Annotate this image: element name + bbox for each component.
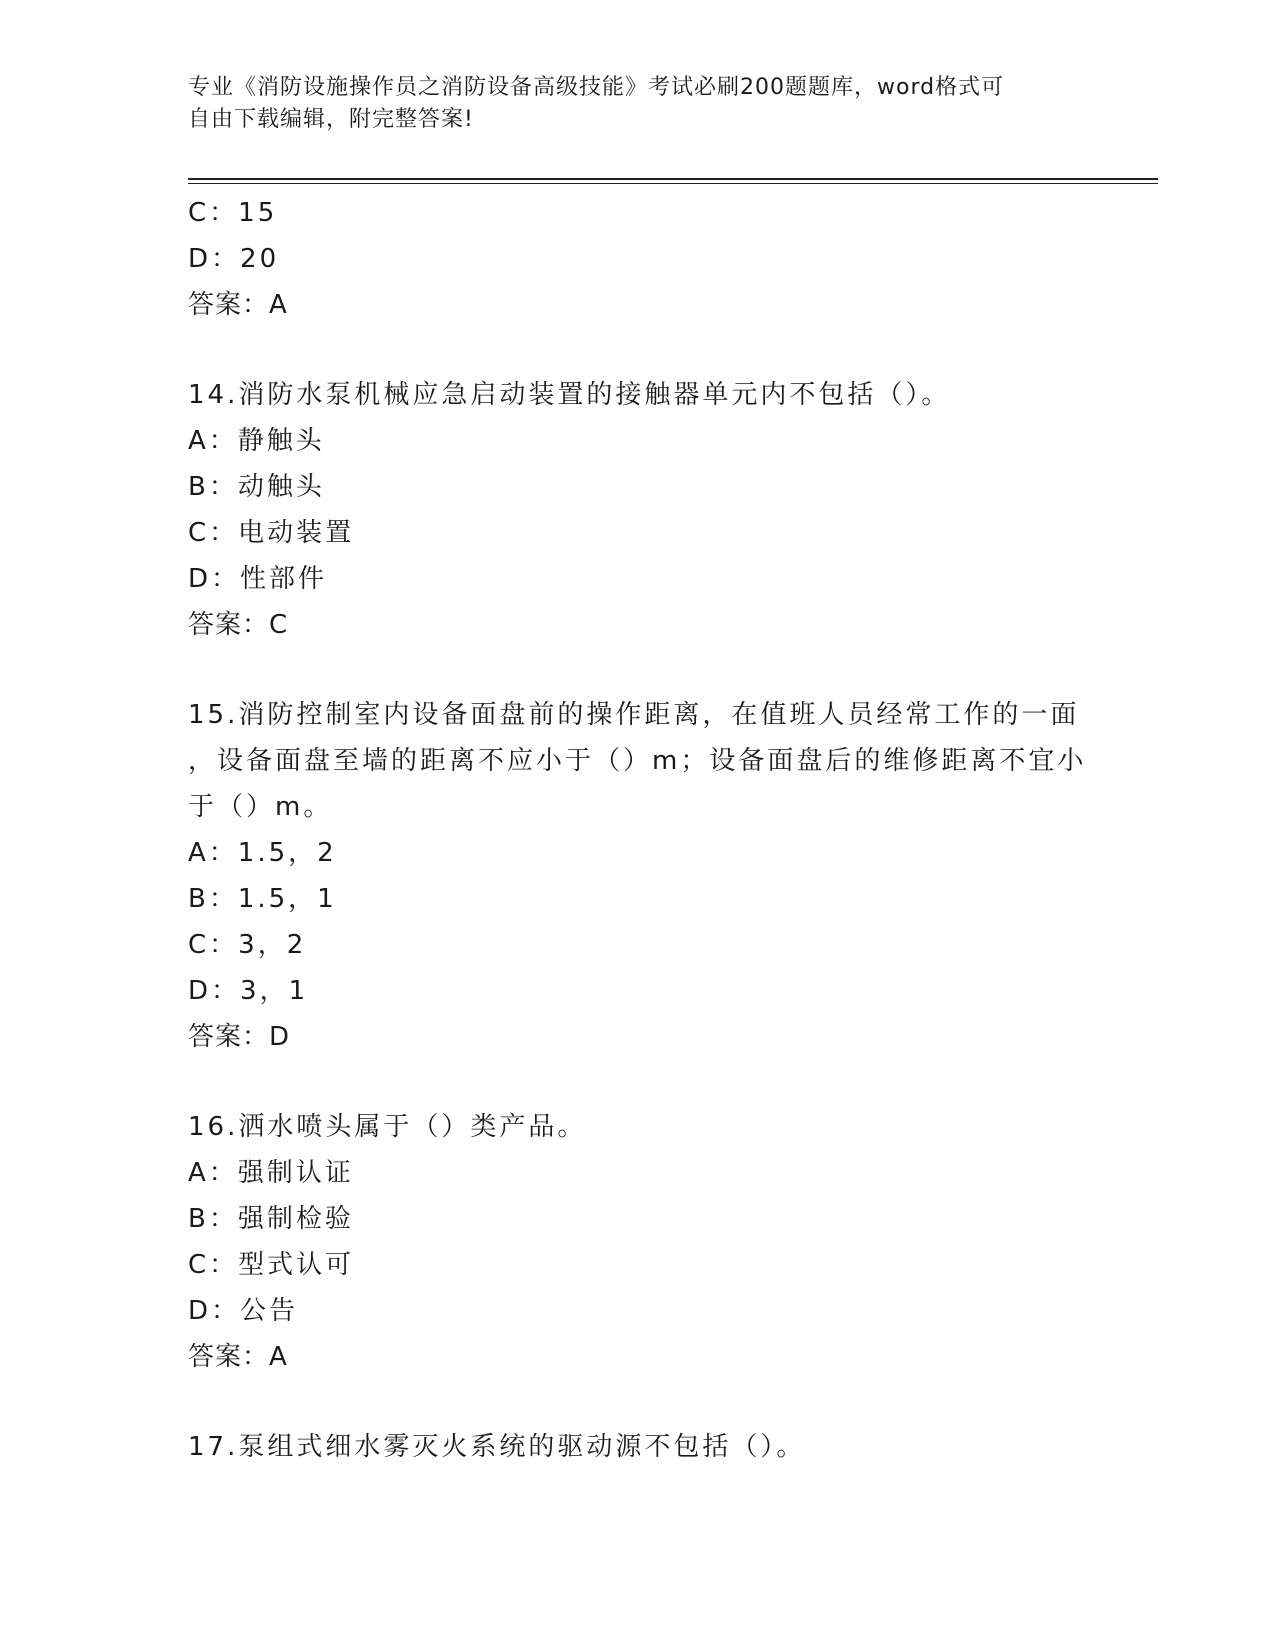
question-text-line-3: 于（）m。 <box>188 792 333 822</box>
option-d: D：性部件 <box>188 564 328 594</box>
question-13-tail <box>188 190 1088 328</box>
answer: 答案：C <box>188 610 289 640</box>
question-text: 16.洒水喷头属于（）类产品。 <box>188 1112 587 1142</box>
option-b: B：强制检验 <box>188 1204 354 1234</box>
answer: 答案：D <box>188 1022 291 1052</box>
question-17 <box>188 1424 1088 1470</box>
option-d: D：3，1 <box>188 976 309 1006</box>
option-c: C：15 <box>188 198 278 228</box>
option-c: C：3，2 <box>188 930 307 960</box>
option-b: B：动触头 <box>188 472 325 502</box>
option-a: A：1.5，2 <box>188 838 337 868</box>
header-divider-thin <box>188 183 1158 184</box>
answer: 答案：A <box>188 1342 288 1372</box>
option-c: C：型式认可 <box>188 1250 355 1280</box>
option-d: D：20 <box>188 244 280 274</box>
option-d: D：公告 <box>188 1296 299 1326</box>
document-header <box>188 72 1068 136</box>
answer: 答案：A <box>188 290 288 320</box>
option-c: C：电动装置 <box>188 518 355 548</box>
question-text: 14.消防水泵机械应急启动装置的接触器单元内不包括（）。 <box>188 380 951 410</box>
option-a: A：静触头 <box>188 426 325 456</box>
header-divider-thick <box>188 178 1158 180</box>
question-text: 17.泵组式细水雾灭火系统的驱动源不包括（）。 <box>188 1432 806 1462</box>
option-a: A：强制认证 <box>188 1158 354 1188</box>
option-b: B：1.5，1 <box>188 884 337 914</box>
question-16 <box>188 1104 1088 1380</box>
question-15 <box>188 692 1088 1060</box>
header-line-1: 专业《消防设施操作员之消防设备高级技能》考试必刷200题题库，word格式可 <box>188 75 1005 100</box>
question-text-line-1: 15.消防控制室内设备面盘前的操作距离，在值班人员经常工作的一面 <box>188 700 1080 730</box>
question-text-line-2: ，设备面盘至墙的距离不应小于（）m；设备面盘后的维修距离不宜小 <box>188 746 1087 776</box>
question-14 <box>188 372 1088 648</box>
document-body <box>188 190 1088 1470</box>
header-line-2: 自由下载编辑，附完整答案! <box>188 107 474 132</box>
